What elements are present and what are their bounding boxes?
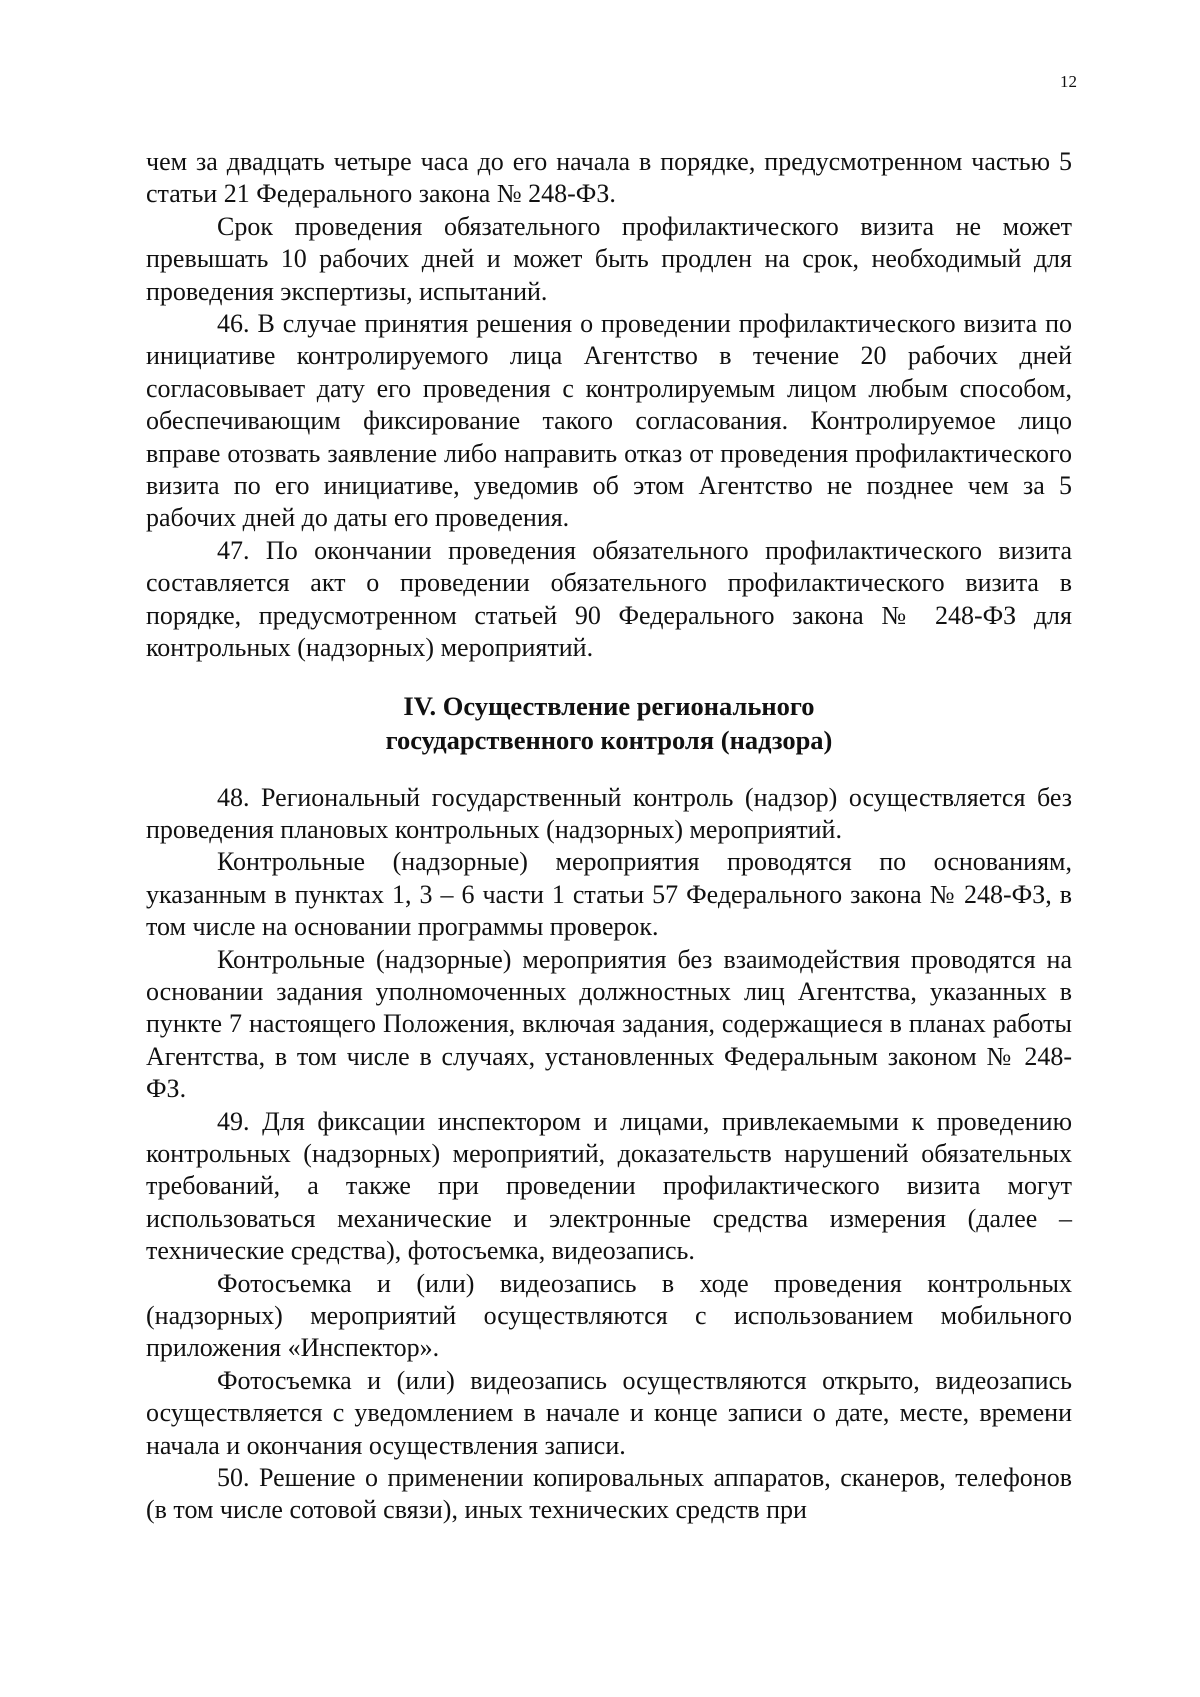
section-heading-line-2: государственного контроля (надзора): [385, 724, 833, 755]
paragraph-open-recording: Фотосъемка и (или) видеозапись осуществляются открыто, видеозапись осуществляется с уведомлением в начале и конце записи о дате, месте, времени начала и окончания осуществления записи.: [146, 1365, 1072, 1460]
paragraph-inspector-app: Фотосъемка и (или) видеозапись в ходе проведения контрольных (надзорных) мероприятий осуществляются с использованием мобильного приложения «Инспектор».: [146, 1268, 1072, 1363]
page-number: 12: [1060, 72, 1077, 91]
paragraph-47: 47. По окончании проведения обязательного профилактического визита составляется акт о проведении обязательного профилактического визита в порядке, предусмотренном статьей 90 Федерального закона № 248-ФЗ для контрольных (надзорных) мероприятий.: [146, 535, 1072, 663]
paragraph-49: 49. Для фиксации инспектором и лицами, привлекаемыми к проведению контрольных (надзорных) мероприятий, доказательств нарушений обязательных требований, а также при проведении профилактического визита могут использоваться механические и электронные средства измерения (далее – технические средства), фотосъемка, видеозапись.: [146, 1106, 1072, 1266]
paragraph-visit-term: Срок проведения обязательного профилактического визита не может превышать 10 рабочих дней и может быть продлен на срок, необходимый для проведения экспертизы, испытаний.: [146, 211, 1072, 306]
paragraph-50: 50. Решение о применении копировальных аппаратов, сканеров, телефонов (в том числе сотовой связи), иных технических средств при: [146, 1463, 1072, 1525]
section-heading-line-1: IV. Осуществление регионального: [403, 690, 815, 721]
section-heading: [146, 689, 1072, 757]
paragraph-no-interaction-tasks: Контрольные (надзорные) мероприятия без взаимодействия проводятся на основании задания уполномоченных должностных лиц Агентства, указанных в пункте 7 настоящего Положения, включая задания, содержащиеся в планах работы Агентства, в том числе в случаях, установленных Федеральным законом № 248-ФЗ.: [146, 944, 1072, 1104]
paragraph-46: 46. В случае принятия решения о проведении профилактического визита по инициативе контролируемого лица Агентство в течение 20 рабочих дней согласовывает дату его проведения с контролируемым лицом любым способом, обеспечивающим фиксирование такого согласования. Контролируемое лицо вправе отозвать заявление либо направить отказ от проведения профилактического визита по его инициативе, уведомив об этом Агентство не позднее чем за 5 рабочих дней до даты его проведения.: [146, 309, 1072, 533]
paragraph-control-grounds: Контрольные (надзорные) мероприятия проводятся по основаниям, указанным в пунктах 1, 3 – 6 части 1 статьи 57 Федерального закона № 248-ФЗ, в том числе на основании программы проверок.: [146, 847, 1072, 942]
paragraph-48: 48. Региональный государственный контроль (надзор) осуществляется без проведения плановых контрольных (надзорных) мероприятий.: [146, 782, 1072, 844]
document-body: [146, 146, 1072, 1527]
paragraph-continuation: чем за двадцать четыре часа до его начала в порядке, предусмотренном частью 5 статьи 21 Федерального закона № 248-ФЗ.: [146, 147, 1072, 209]
